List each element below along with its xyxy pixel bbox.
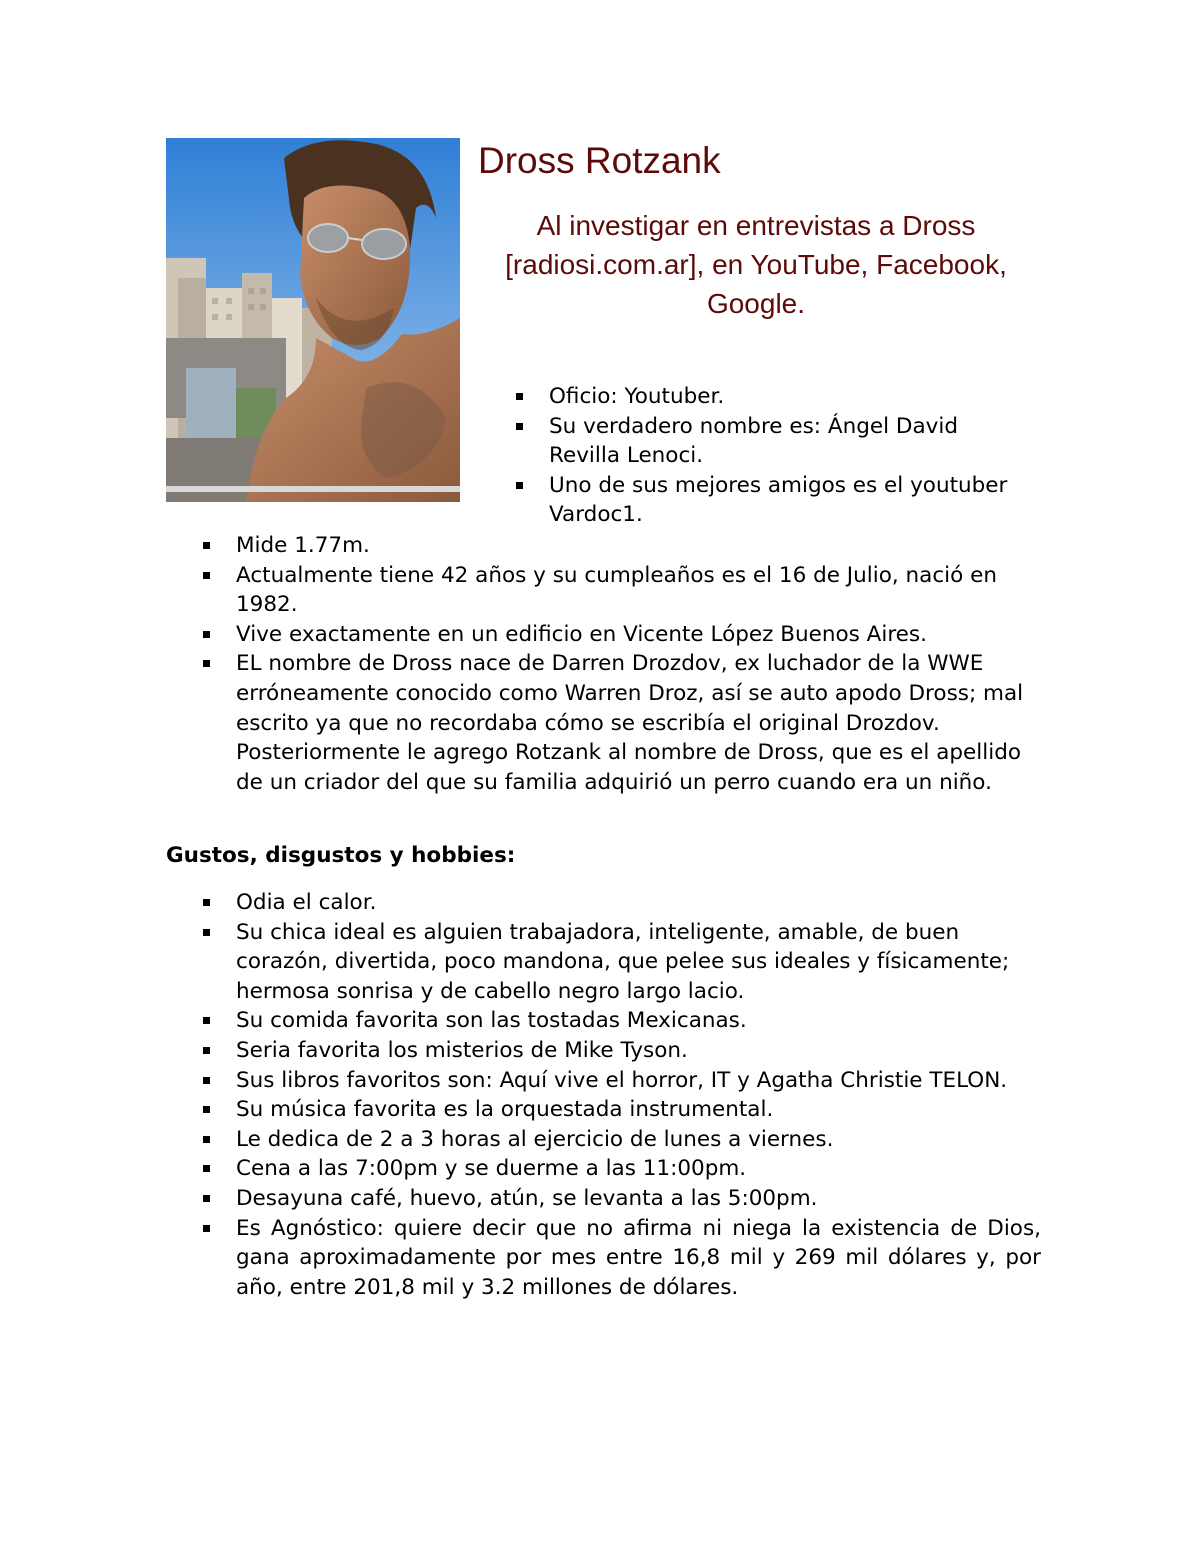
profile-photo: [166, 138, 460, 502]
list-item: Actualmente tiene 42 años y su cumpleaños es el 16 de Julio, nació en 1982.: [201, 561, 1036, 620]
list-item: Sus libros favoritos son: Aquí vive el horror, IT y Agatha Christie TELON.: [201, 1066, 1041, 1096]
list-item: Seria favorita los misterios de Mike Tyson.: [201, 1036, 1041, 1066]
document-title: Dross Rotzank: [478, 140, 721, 181]
list-item: Oficio: Youtuber.: [514, 382, 1014, 412]
list-item: Desayuna café, huevo, atún, se levanta a las 5:00pm.: [201, 1184, 1041, 1214]
selfie-image: [166, 138, 460, 502]
bullet-list-top: [514, 382, 1014, 530]
list-item: Su comida favorita son las tostadas Mexicanas.: [201, 1006, 1041, 1036]
document-subtitle: Al investigar en entrevistas a Dross [radiosi.com.ar], en YouTube, Facebook, Google.: [505, 210, 1007, 319]
list-item: Vive exactamente en un edificio en Vicente López Buenos Aires.: [201, 620, 1036, 650]
list-item: Su verdadero nombre es: Ángel David Revilla Lenoci.: [514, 412, 1014, 471]
list-item: Odia el calor.: [201, 888, 1041, 918]
list-item: Cena a las 7:00pm y se duerme a las 11:00pm.: [201, 1154, 1041, 1184]
list-item: EL nombre de Dross nace de Darren Drozdov, ex luchador de la WWE erróneamente conocido como Warren Droz, así se auto apodo Dross; mal escrito ya que no recordaba cómo se escribía el original Drozdov. Posteriormente le agrego Rotzank al nombre de Dross, que es el apellido de un criador del que su familia adquirió un perro cuando era un niño.: [201, 649, 1036, 797]
list-item: Mide 1.77m.: [201, 531, 1036, 561]
list-item: Uno de sus mejores amigos es el youtuber Vardoc1.: [514, 471, 1014, 530]
list-item: Le dedica de 2 a 3 horas al ejercicio de lunes a viernes.: [201, 1125, 1041, 1155]
bullet-list-hobbies: [201, 888, 1041, 1302]
section-heading-hobbies: Gustos, disgustos y hobbies:: [166, 843, 516, 868]
list-item: Su chica ideal es alguien trabajadora, inteligente, amable, de buen corazón, divertida, poco mandona, que pelee sus ideales y físicamente; hermosa sonrisa y de cabello negro largo lacio.: [201, 918, 1041, 1007]
list-item: Su música favorita es la orquestada instrumental.: [201, 1095, 1041, 1125]
list-item: Es Agnóstico: quiere decir que no afirma ni niega la existencia de Dios, gana aproximadamente por mes entre 16,8 mil y 269 mil dólares y, por año, entre 201,8 mil y 3.2 millones de dólares.: [201, 1214, 1041, 1303]
bullet-list-main: [201, 531, 1036, 797]
